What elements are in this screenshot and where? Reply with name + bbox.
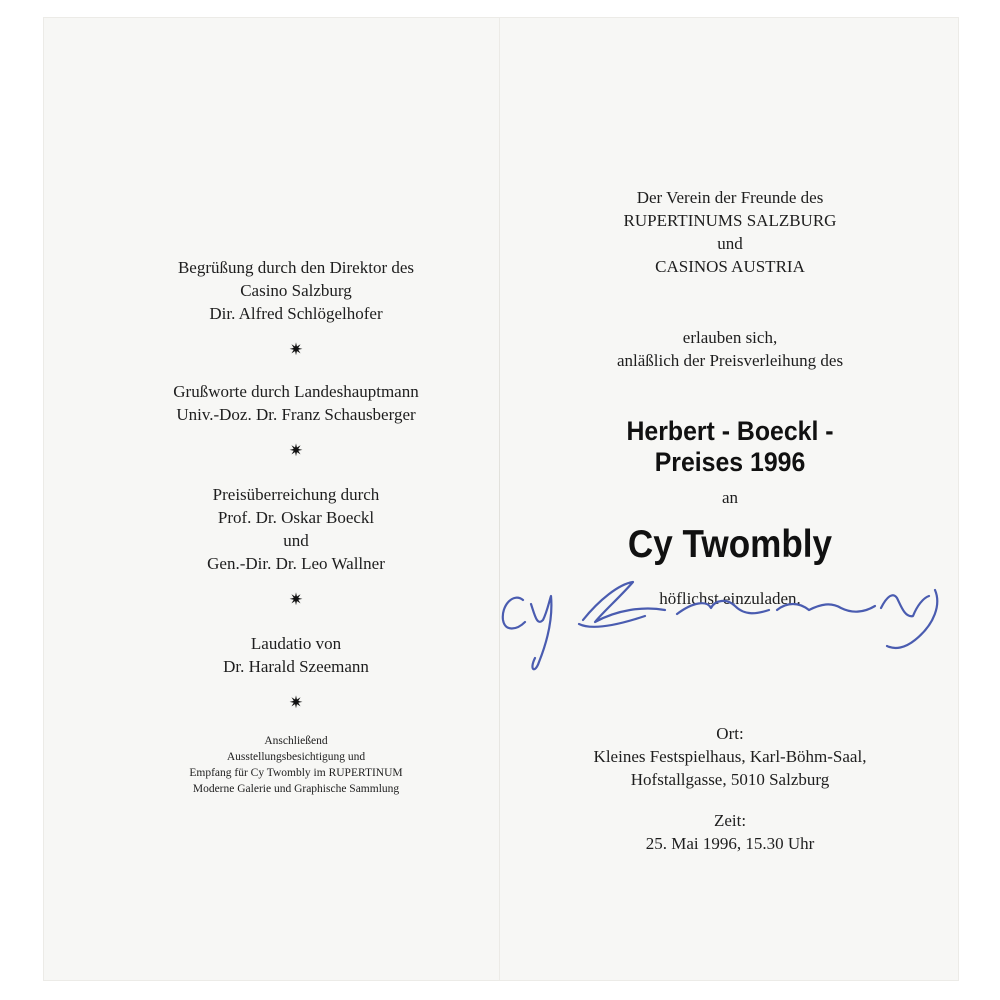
- closing-line: Empfang für Cy Twombly im RUPERTINUM: [189, 767, 403, 779]
- star-separator: ✷: [288, 340, 304, 359]
- time-block: [510, 809, 950, 855]
- program-item-welcome: [86, 256, 506, 325]
- program-column: [86, 256, 506, 797]
- closing-line: Moderne Galerie und Graphische Sammlung: [192, 783, 400, 795]
- star-separator: ✷: [288, 693, 304, 712]
- program-line: Gen.-Dir. Dr. Leo Wallner: [207, 554, 385, 573]
- host-line: Der Verein der Freunde des: [636, 188, 824, 207]
- award-title-line: Preises 1996: [654, 447, 806, 477]
- program-line: Univ.-Doz. Dr. Franz Schausberger: [176, 405, 416, 424]
- program-line: Dir. Alfred Schlögelhofer: [209, 304, 383, 323]
- program-line: Prof. Dr. Oskar Boeckl: [217, 508, 375, 527]
- program-item-laudatio: [86, 632, 506, 678]
- star-separator: ✷: [288, 441, 304, 460]
- place-line: Kleines Festspielhaus, Karl-Böhm-Saal,: [593, 747, 867, 766]
- signature-stroke: [887, 590, 937, 648]
- an-text: an: [721, 488, 739, 507]
- handwritten-signature: [495, 570, 955, 680]
- program-closing: [86, 733, 506, 797]
- occasion-line: anläßlich der Preisverleihung des: [616, 351, 844, 370]
- host-line: CASINOS AUSTRIA: [655, 257, 805, 276]
- occasion-block: [510, 326, 950, 372]
- closing-line: Anschließend: [264, 735, 328, 747]
- signature-stroke: [583, 582, 665, 622]
- program-line: Grußworte durch Landeshauptmann: [173, 382, 419, 401]
- occasion-line: erlauben sich,: [682, 328, 778, 347]
- program-item-award: [86, 483, 506, 575]
- invitation-column: [510, 186, 950, 855]
- signature-stroke: [677, 601, 769, 614]
- star-separator: ✷: [288, 590, 304, 609]
- program-item-greetings: [86, 380, 506, 426]
- place-label: Ort:: [716, 724, 744, 743]
- host-line: und: [717, 234, 743, 253]
- program-line: Preisüberreichung durch: [212, 485, 380, 504]
- time-line: 25. Mai 1996, 15.30 Uhr: [645, 834, 815, 853]
- time-label: Zeit:: [713, 811, 747, 830]
- host-line: RUPERTINUMS SALZBURG: [623, 211, 837, 230]
- program-line: Laudatio von: [250, 634, 342, 653]
- award-title-line: Herbert - Boeckl -: [626, 416, 834, 446]
- honoree-name: Cy Twombly: [627, 523, 833, 566]
- award-title: [510, 416, 950, 478]
- place-block: [510, 722, 950, 791]
- closing-line: Ausstellungsbesichtigung und: [226, 751, 366, 763]
- signature-stroke: [579, 616, 645, 627]
- place-line: Hofstallgasse, 5010 Salzburg: [630, 770, 830, 789]
- signature-stroke: [503, 598, 525, 629]
- hosts-block: [510, 186, 950, 278]
- program-line: Begrüßung durch den Direktor des: [177, 258, 415, 277]
- signature-stroke: [531, 596, 551, 669]
- invite-text: höflichst einzuladen.: [659, 589, 801, 608]
- program-line: und: [283, 531, 309, 550]
- signature-stroke: [777, 604, 875, 612]
- program-line: Dr. Harald Szeemann: [223, 657, 369, 676]
- signature-stroke: [881, 595, 929, 616]
- program-line: Casino Salzburg: [240, 281, 352, 300]
